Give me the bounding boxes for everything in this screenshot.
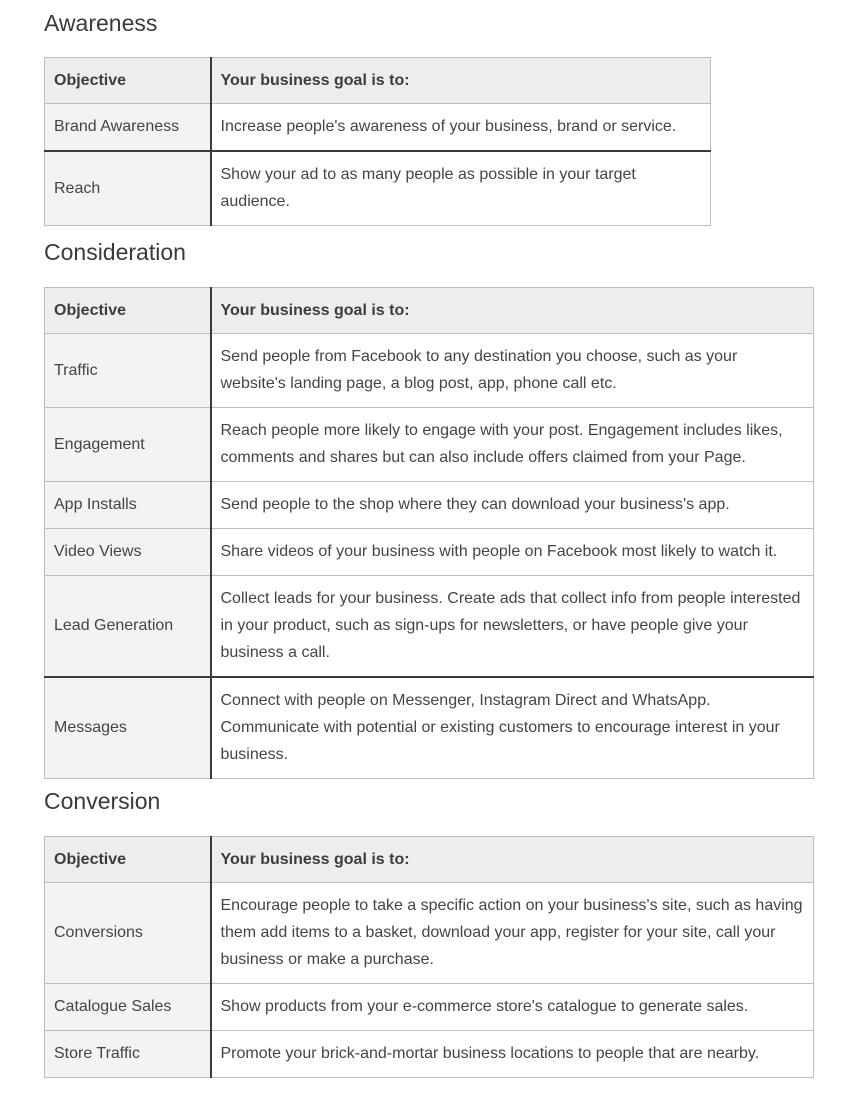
goal-cell: Send people from Facebook to any destination you choose, such as your website's landing page, a blog post, app, phone call etc. <box>211 334 814 408</box>
objective-cell: Video Views <box>45 529 211 576</box>
table-header-row <box>45 837 814 883</box>
objective-cell: Conversions <box>45 883 211 984</box>
table-header-row <box>45 58 711 104</box>
goal-cell: Increase people's awareness of your business, brand or service. <box>211 104 711 152</box>
goal-cell: Share videos of your business with people on Facebook most likely to watch it. <box>211 529 814 576</box>
objectives-table-conversion <box>44 836 814 1078</box>
table-row <box>45 984 814 1031</box>
goal-cell: Connect with people on Messenger, Instagram Direct and WhatsApp. Communicate with potential or existing customers to encourage interest in your business. <box>211 677 814 779</box>
objectives-table-awareness <box>44 57 711 226</box>
objective-cell: Store Traffic <box>45 1031 211 1078</box>
objective-cell: Reach <box>45 151 211 226</box>
goal-cell: Show products from your e-commerce store's catalogue to generate sales. <box>211 984 814 1031</box>
header-business-goal: Your business goal is to: <box>211 837 814 883</box>
section-title-awareness: Awareness <box>44 10 158 36</box>
header-business-goal: Your business goal is to: <box>211 58 711 104</box>
goal-cell: Collect leads for your business. Create ads that collect info from people interested in your product, such as sign-ups for newsletters, or have people give your business a call. <box>211 576 814 678</box>
table-row <box>45 104 711 152</box>
table-row <box>45 334 814 408</box>
goal-cell: Show your ad to as many people as possible in your target audience. <box>211 151 711 226</box>
section-title-consideration: Consideration <box>44 239 186 265</box>
goal-cell: Encourage people to take a specific action on your business's site, such as having them add items to a basket, download your app, register for your site, call your business or make a purchase. <box>211 883 814 984</box>
header-objective: Objective <box>45 288 211 334</box>
goal-cell: Reach people more likely to engage with your post. Engagement includes likes, comments and shares but can also include offers claimed from your Page. <box>211 408 814 482</box>
objective-cell: App Installs <box>45 482 211 529</box>
section-title-conversion: Conversion <box>44 788 161 814</box>
header-objective: Objective <box>45 58 211 104</box>
header-business-goal: Your business goal is to: <box>211 288 814 334</box>
objective-cell: Lead Generation <box>45 576 211 678</box>
table-row <box>45 408 814 482</box>
table-row <box>45 677 814 779</box>
table-row <box>45 576 814 678</box>
objective-cell: Catalogue Sales <box>45 984 211 1031</box>
table-row <box>45 151 711 226</box>
goal-cell: Promote your brick-and-mortar business locations to people that are nearby. <box>211 1031 814 1078</box>
objective-cell: Messages <box>45 677 211 779</box>
header-objective: Objective <box>45 837 211 883</box>
table-row <box>45 1031 814 1078</box>
table-row <box>45 883 814 984</box>
table-header-row <box>45 288 814 334</box>
objective-cell: Engagement <box>45 408 211 482</box>
objectives-table-consideration <box>44 287 814 779</box>
table-row <box>45 529 814 576</box>
objective-cell: Traffic <box>45 334 211 408</box>
table-row <box>45 482 814 529</box>
goal-cell: Send people to the shop where they can download your business's app. <box>211 482 814 529</box>
objective-cell: Brand Awareness <box>45 104 211 152</box>
